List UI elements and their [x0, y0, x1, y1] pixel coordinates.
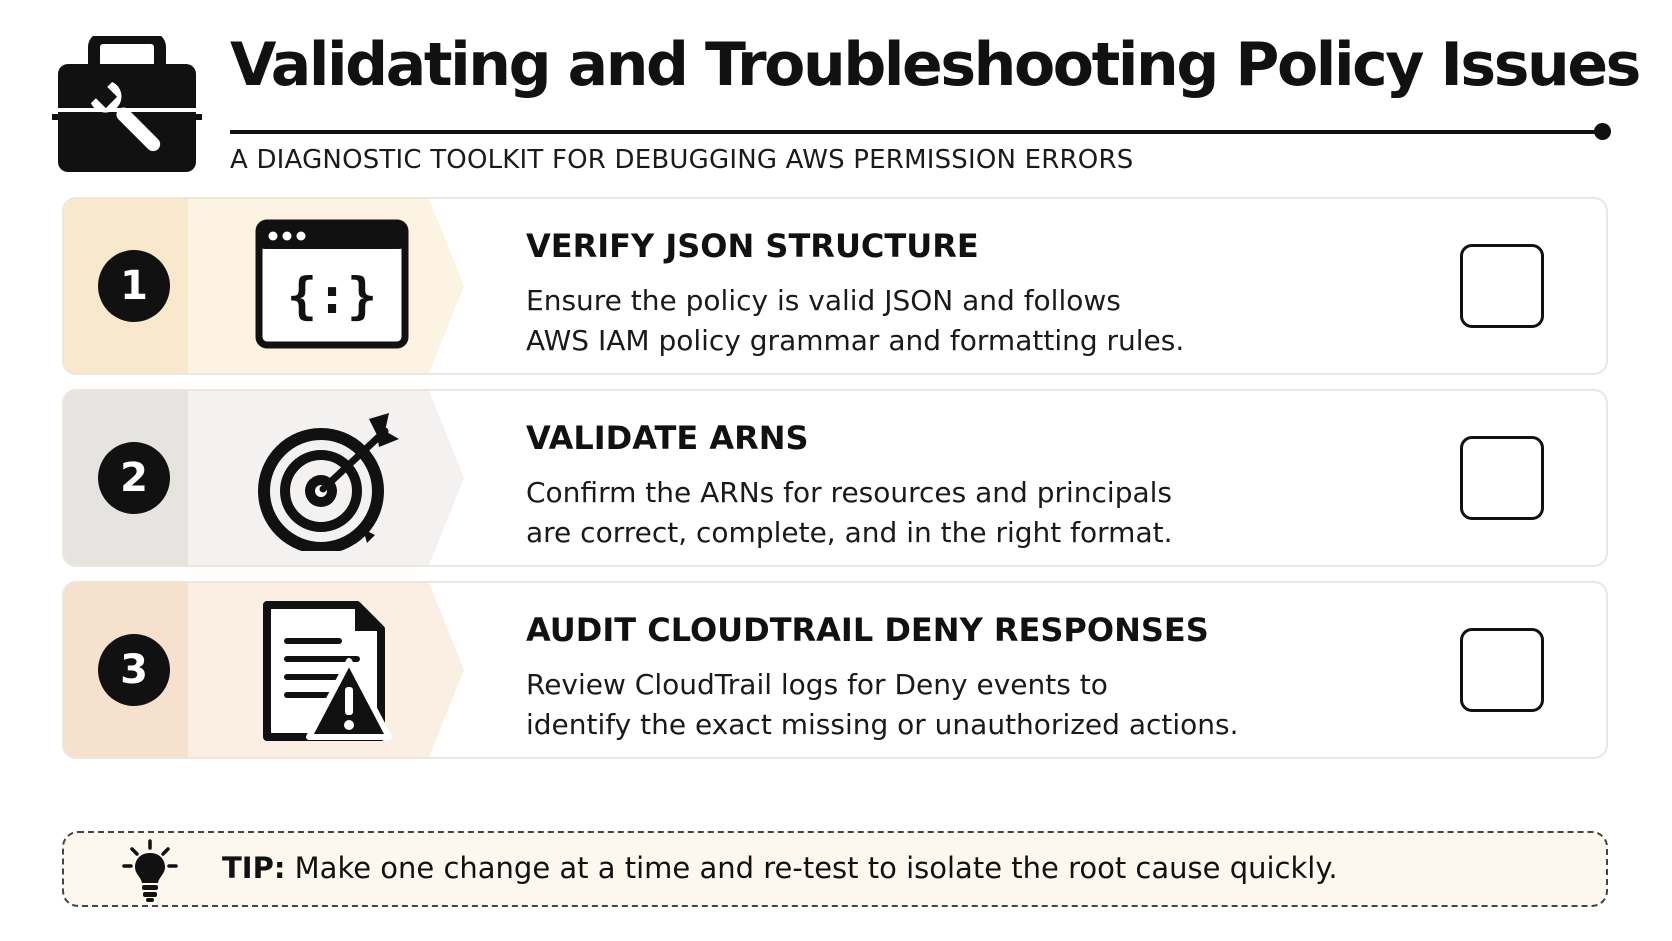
tip-text: [222, 851, 1338, 885]
svg-text:{:}: {:}: [286, 267, 378, 325]
target-arrow-icon: [239, 409, 409, 551]
checklist-item-audit-cloudtrail: [62, 581, 1608, 759]
step-checkbox[interactable]: [1460, 436, 1544, 520]
page-title: Validating and Troubleshooting Policy Issues: [230, 30, 1639, 100]
tip-label: TIP:: [222, 851, 286, 885]
checklist-item-validate-arns: [62, 389, 1608, 567]
step-number: 3: [98, 634, 170, 706]
checklist-item-verify-json: [62, 197, 1608, 375]
json-code-window-icon: [239, 217, 409, 359]
step-number: 2: [98, 442, 170, 514]
step-description: [526, 473, 1172, 553]
step-description-line: Review CloudTrail logs for Deny events to: [526, 668, 1108, 701]
step-description: [526, 665, 1239, 745]
step-number: 1: [98, 250, 170, 322]
step-description-line: are correct, complete, and in the right format.: [526, 516, 1173, 549]
tip-banner: [62, 831, 1608, 907]
step-title: VERIFY JSON STRUCTURE: [526, 227, 979, 265]
step-title: VALIDATE ARNS: [526, 419, 809, 457]
step-description-line: Confirm the ARNs for resources and principals: [526, 476, 1173, 509]
title-divider-dot: [1594, 123, 1611, 140]
step-description: [526, 281, 1184, 361]
step-checkbox[interactable]: [1460, 244, 1544, 328]
step-checkbox[interactable]: [1460, 628, 1544, 712]
tip-body: Make one change at a time and re-test to isolate the root cause quickly.: [285, 851, 1338, 885]
document-warning-icon: [239, 601, 409, 743]
step-description-line: Ensure the policy is valid JSON and follows: [526, 284, 1121, 317]
step-description-line: identify the exact missing or unauthorized actions.: [526, 708, 1239, 741]
step-title: AUDIT CLOUDTRAIL DENY RESPONSES: [526, 611, 1209, 649]
toolbox-wrench-icon: [52, 36, 202, 176]
page-subtitle: A DIAGNOSTIC TOOLKIT FOR DEBUGGING AWS PERMISSION ERRORS: [230, 145, 1134, 175]
step-description-line: AWS IAM policy grammar and formatting rules.: [526, 324, 1185, 357]
lightbulb-icon: [120, 839, 180, 903]
title-divider: [230, 130, 1600, 134]
